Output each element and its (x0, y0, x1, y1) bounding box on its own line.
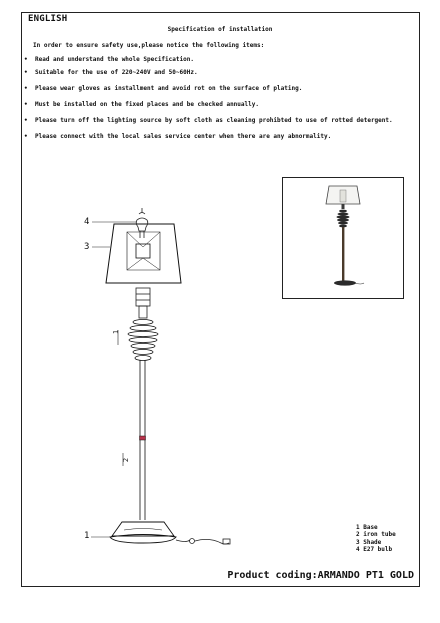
legend-item: 1 Base (356, 524, 378, 531)
power-cable-icon (176, 539, 230, 545)
product-photo (282, 177, 404, 299)
language-label: ENGLISH (28, 14, 68, 24)
bulb-icon (136, 208, 148, 238)
callout-base: 1 (84, 531, 90, 541)
spec-item: • Suitable for the use of 220~240V and 50~60Hz. (24, 69, 198, 76)
bullet-icon: • (24, 117, 28, 124)
spec-title: Specification of installation (167, 26, 273, 33)
base-icon (110, 522, 176, 543)
spec-item: • Please connect with the local sales service center when there are any abnormality. (24, 133, 332, 140)
spec-item: • Must be installed on the fixed places and be checked annually. (24, 101, 259, 108)
callout-bulb: 4 (84, 217, 90, 227)
decorative-coils-icon (128, 320, 158, 361)
legend-item: 2 iron tube (356, 531, 396, 539)
callout-shade: 3 (84, 242, 90, 252)
iron-tube-icon (140, 360, 146, 520)
bullet-icon: • (24, 56, 28, 63)
product-coding: Product coding:ARMANDO PT1 GOLD (227, 570, 414, 581)
bullet-icon: • (24, 69, 28, 76)
spec-item: • Read and understand the whole Specification. (24, 56, 194, 63)
parts-legend (356, 524, 396, 554)
assembly-mark-lower: 2 (122, 457, 131, 463)
lampshade-icon (106, 224, 181, 283)
spec-item: • Please wear gloves as installment and avoid rot on the surface of plating. (24, 85, 303, 92)
bullet-icon: • (24, 85, 28, 92)
legend-item: 3 Shade (356, 538, 382, 546)
spec-item: • Please turn off the lighting source by soft cloth as cleaning prohibted to use of rotted detergent. (24, 117, 393, 124)
legend-item: 4 E27 bulb (356, 546, 393, 554)
floor-lamp-photo-icon (283, 178, 403, 298)
assembly-mark-upper: 1 (112, 329, 121, 335)
socket-icon (136, 288, 150, 318)
bullet-icon: • (24, 101, 28, 108)
bullet-icon: • (24, 133, 28, 140)
spec-intro: In order to ensure safety use,please notice the following items: (33, 42, 265, 49)
